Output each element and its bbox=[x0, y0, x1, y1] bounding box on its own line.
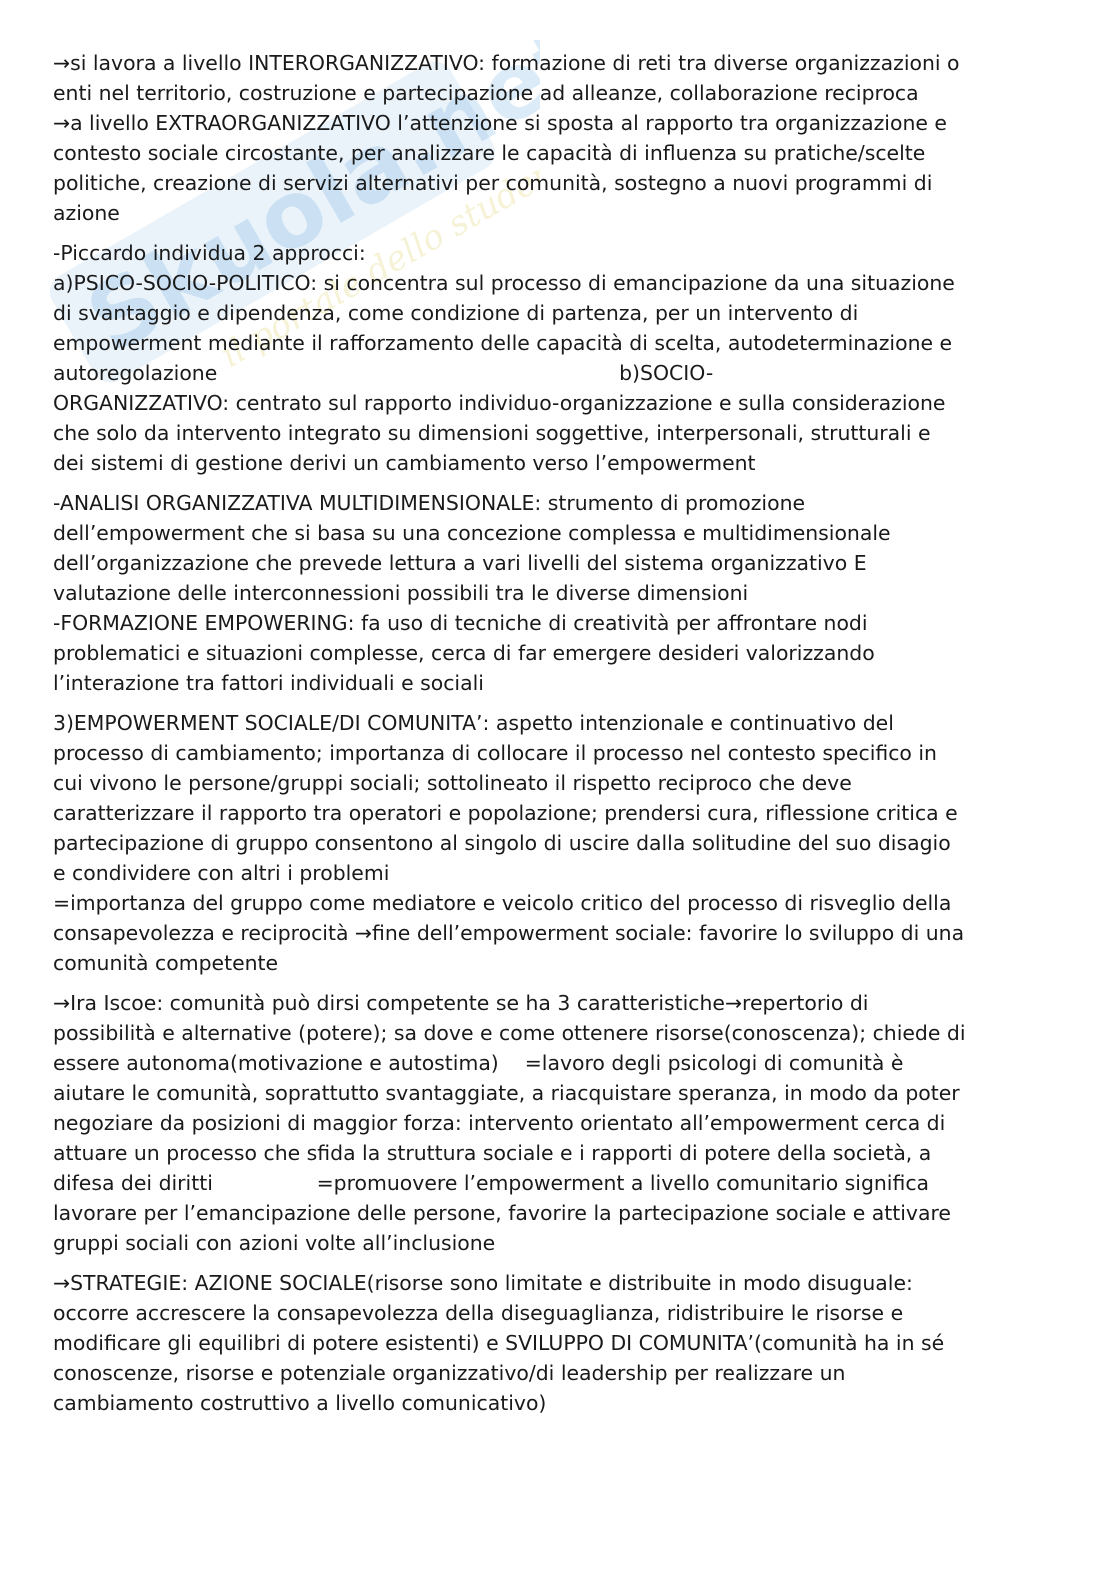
text-line: modificare gli equilibri di potere esistenti) e SVILUPPO DI COMUNITA’(comunità ha in sé bbox=[53, 1331, 945, 1355]
text-line: azione bbox=[53, 201, 120, 225]
text-line: valutazione delle interconnessioni possibili tra le diverse dimensioni bbox=[53, 581, 749, 605]
paragraph bbox=[53, 708, 1058, 978]
text-line: 3)EMPOWERMENT SOCIALE/DI COMUNITA’: aspetto intenzionale e continuativo del bbox=[53, 711, 894, 735]
text-line: conoscenze, risorse e potenziale organizzativo/di leadership per realizzare un bbox=[53, 1361, 846, 1385]
text-line: processo di cambiamento; importanza di collocare il processo nel contesto specifico in bbox=[53, 741, 937, 765]
text-line: di svantaggio e dipendenza, come condizione di partenza, per un intervento di bbox=[53, 301, 859, 325]
text-line: dell’organizzazione che prevede lettura a vari livelli del sistema organizzativo E bbox=[53, 551, 867, 575]
text-line: ORGANIZZATIVO: centrato sul rapporto individuo-organizzazione e sulla considerazione bbox=[53, 391, 946, 415]
text-line: aiutare le comunità, soprattutto svantaggiate, a riacquistare speranza, in modo da poter bbox=[53, 1081, 960, 1105]
text-line: →STRATEGIE: AZIONE SOCIALE(risorse sono limitate e distribuite in modo disuguale: bbox=[53, 1271, 913, 1295]
text-line: caratterizzare il rapporto tra operatori e popolazione; prendersi cura, riflessione critica e bbox=[53, 801, 958, 825]
text-line: partecipazione di gruppo consentono al singolo di uscire dalla solitudine del suo disagio bbox=[53, 831, 951, 855]
text-line: -ANALISI ORGANIZZATIVA MULTIDIMENSIONALE: strumento di promozione bbox=[53, 491, 806, 515]
watermark-text: Skuola.net bbox=[69, 40, 540, 374]
text-line: consapevolezza e reciprocità →fine dell’empowerment sociale: favorire lo sviluppo di una bbox=[53, 921, 965, 945]
text-line: possibilità e alternative (potere); sa dove e come ottenere risorse(conoscenza); chiede di bbox=[53, 1021, 966, 1045]
text-line: problematici e situazioni complesse, cerca di far emergere desideri valorizzando bbox=[53, 641, 875, 665]
text-line: a)PSICO-SOCIO-POLITICO: si concentra sul processo di emancipazione da una situazione bbox=[53, 271, 955, 295]
text-line: cui vivono le persone/gruppi sociali; sottolineato il rispetto reciproco che deve bbox=[53, 771, 852, 795]
paragraph bbox=[53, 48, 1058, 228]
text-line: occorre accrescere la consapevolezza della diseguaglianza, ridistribuire le risorse e bbox=[53, 1301, 904, 1325]
text-line: lavorare per l’emancipazione delle persone, favorire la partecipazione sociale e attivare bbox=[53, 1201, 951, 1225]
text-line: e condividere con altri i problemi bbox=[53, 861, 390, 885]
paragraph bbox=[53, 488, 1058, 698]
text-line: politiche, creazione di servizi alternativi per comunità, sostegno a nuovi programmi di bbox=[53, 171, 933, 195]
text-line: →a livello EXTRAORGANIZZATIVO l’attenzione si sposta al rapporto tra organizzazione e bbox=[53, 111, 947, 135]
text-line: attuare un processo che sfida la struttura sociale e i rapporti di potere della società, a bbox=[53, 1141, 932, 1165]
text-line: dell’empowerment che si basa su una concezione complessa e multidimensionale bbox=[53, 521, 891, 545]
text-line: gruppi sociali con azioni volte all’inclusione bbox=[53, 1231, 496, 1255]
text-line: l’interazione tra fattori individuali e sociali bbox=[53, 671, 484, 695]
text-line: -Piccardo individua 2 approcci: bbox=[53, 241, 366, 265]
text-line: cambiamento costruttivo a livello comunicativo) bbox=[53, 1391, 547, 1415]
text-line: dei sistemi di gestione derivi un cambiamento verso l’empowerment bbox=[53, 451, 756, 475]
text-line: comunità competente bbox=[53, 951, 279, 975]
text-line: enti nel territorio, costruzione e partecipazione ad alleanze, collaborazione reciproca bbox=[53, 81, 919, 105]
text-line: autoregolazione b)SOCIO- bbox=[53, 361, 714, 385]
text-line: →Ira Iscoe: comunità può dirsi competente se ha 3 caratteristiche→repertorio di bbox=[53, 991, 869, 1015]
text-line: difesa dei diritti =promuovere l’empowerment a livello comunitario significa bbox=[53, 1171, 930, 1195]
text-line: contesto sociale circostante, per analizzare le capacità di influenza su pratiche/scelte bbox=[53, 141, 926, 165]
text-line: =importanza del gruppo come mediatore e veicolo critico del processo di risveglio della bbox=[53, 891, 952, 915]
text-line: essere autonoma(motivazione e autostima) =lavoro degli psicologi di comunità è bbox=[53, 1051, 904, 1075]
paragraph bbox=[53, 988, 1058, 1258]
text-line: che solo da intervento integrato su dimensioni soggettive, interpersonali, strutturali e bbox=[53, 421, 931, 445]
document-body bbox=[53, 48, 1058, 1428]
text-line: empowerment mediante il rafforzamento delle capacità di scelta, autodeterminazione e bbox=[53, 331, 953, 355]
paragraph bbox=[53, 238, 1058, 478]
paragraph bbox=[53, 1268, 1058, 1418]
text-line: negoziare da posizioni di maggior forza: intervento orientato all’empowerment cerca di bbox=[53, 1111, 946, 1135]
text-line: →si lavora a livello INTERORGANIZZATIVO: formazione di reti tra diverse organizzazioni o bbox=[53, 51, 960, 75]
watermark-tagline: il portale dello studente bbox=[214, 134, 540, 376]
text-line: -FORMAZIONE EMPOWERING: fa uso di tecniche di creatività per affrontare nodi bbox=[53, 611, 868, 635]
